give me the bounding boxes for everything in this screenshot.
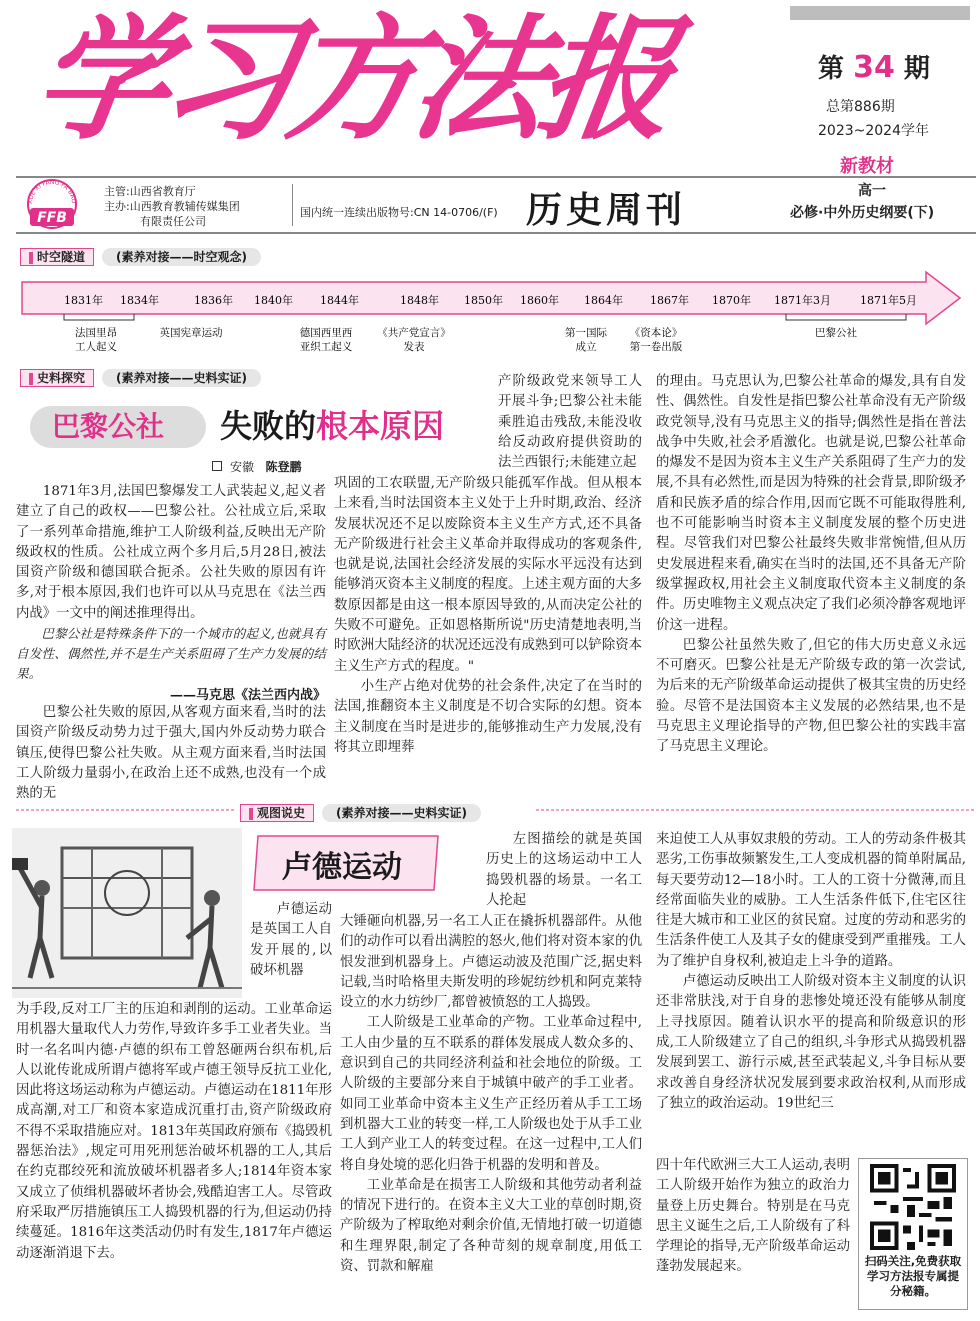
timeline-year: 1871年5月 — [860, 294, 917, 307]
timeline-year: 1848年 — [400, 294, 439, 307]
logo-mark: FFB — [37, 210, 67, 226]
section2-divider — [16, 796, 976, 824]
paragraph: 巴黎公社虽然失败了,但它的伟大历史意义永远不可磨灭。巴黎公社是无产阶级专政的第一次尝试,为后来的无产阶级革命运动提供了极其宝贵的历史经验。尽管不是法国资本主义发展的必然结果,也不是马克思主义理论指导的产物,但巴黎公社的实践丰富了马克思主义理论。 — [656, 637, 966, 755]
section2-wrap-text — [250, 900, 332, 981]
newspaper-logo — [20, 178, 84, 234]
section1-col3 — [656, 372, 966, 758]
grade-label: 高一 — [858, 183, 886, 199]
svg-text:XUE XI FANG FA BAO: XUE XI FANG FA BAO — [26, 178, 78, 205]
paragraph: 1871年3月,法国巴黎爆发工人武装起义,起义者建立了自己的政权——巴黎公社。公社成立后,采取了一系列革命措施,维护工人阶级利益,反映出无产阶级政权的性质。公社成立两个多月后,5月28日,被法国资产阶级和德国联合扼杀。公社失败的原因有许多,对于根本原因,我们也许可以从马克思在《法兰西内战》一文中的阐述推理得出。 — [16, 484, 326, 621]
luddite-title: 卢德运动 — [282, 850, 402, 885]
top-grey-bar — [790, 6, 970, 20]
section2-col2 — [340, 912, 642, 1277]
author-name: 陈登鹏 — [265, 460, 302, 474]
title-highlight: 根本原因 — [316, 407, 445, 445]
section2-col3 — [656, 830, 966, 1114]
timeline-event: 英国宪章运动 — [159, 327, 223, 339]
new-textbook-label: 新教材 — [840, 156, 894, 177]
timeline-event: 发表 — [403, 341, 425, 353]
quote: 巴黎公社是特殊条件下的一个城市的起义,也就具有自发性、偶然性,并不是生产关系阻碍了生产力发展的结果。 — [16, 626, 326, 682]
timeline-year: 1864年 — [584, 294, 623, 307]
timeline-year: 1870年 — [712, 294, 751, 307]
section-label: 观图说史 — [240, 804, 314, 822]
timeline-bracket — [786, 314, 906, 320]
paragraph: 小生产占绝对优势的社会条件,决定了在当时的法国,推翻资本主义制度是不切合实际的幻想。资本主义制度在当时是进步的,能够推动生产力发展,没有将其立即埋葬 — [334, 678, 642, 755]
paragraph: 卢德运动是英国工人自发开展的,以破坏机器 — [250, 902, 332, 978]
weekly-title: 历史周刊 — [526, 190, 687, 231]
author-place: 安徽 — [230, 460, 255, 474]
section2-col1 — [16, 1000, 332, 1264]
section-tag: (素养对接——史料实证) — [102, 369, 261, 387]
sponsor-line: 主办:山西教育教辅传媒集团 — [104, 200, 240, 213]
section1-col1 — [16, 482, 326, 805]
timeline-event: 《共产党宣言》 — [377, 327, 451, 339]
section1-col2-top — [498, 372, 642, 473]
timeline-year: 1860年 — [520, 294, 559, 307]
timeline-event: 法国里昂 — [75, 327, 117, 339]
timeline-year: 1831年 — [64, 294, 103, 307]
timeline-event: 《资本论》 — [629, 327, 683, 339]
section2-col2-top — [486, 830, 642, 911]
paragraph: 来迫使工人从事奴隶般的劳动。工人的劳动条件极其恶劣,工伤事故频繁发生,工人变成机器的简单附属品,每天要劳动12—18小时。工人的工资十分微薄,而且经常面临失业的威胁。工人生活条件低下,住宅区往往是大城市和工业区的贫民窟。过度的劳动和恶劣的生活条件使工人及其子女的健康受到严重摧残。工人为了维护自身权利,被迫走上斗争的道路。 — [656, 832, 966, 969]
issn-number: 国内统一连续出版物号:CN 14-0706/(F) — [300, 206, 498, 219]
section-tag: (素养对接——时空观念) — [102, 248, 261, 266]
issue-prefix: 第 — [818, 54, 845, 84]
luddite-engraving — [12, 828, 242, 998]
byline — [212, 458, 301, 475]
section2-header — [236, 803, 481, 823]
section1-header — [16, 368, 261, 388]
paragraph: 巴黎公社失败的原因,从客观方面来看,当时的法国资产阶级反动势力过于强大,国内外反动势力联合镇压,使得巴黎公社失败。从主观方面来看,当时法国工人阶级力量弱小,在政治上还不成熟,也没有一个成熟的无 — [16, 705, 326, 802]
section2-col3-bottom — [656, 1156, 850, 1278]
timeline-event: 成立 — [575, 341, 597, 353]
timeline-year: 1871年3月 — [774, 294, 831, 307]
issue-number — [818, 48, 930, 85]
paragraph: 巩固的工农联盟,无产阶级只能孤军作战。但从根本上来看,当时法国资本主义处于上升时期,政治、经济发展状况还不足以废除资本主义生产方式,还不具备无产阶级进行社会主义革命并取得成功的客观条件,也就是说,法国社会经济发展的实际水平远没有达到能够消灭资本主义制度的程度。上述主观方面的大多数原因都是由这一根本原因导致的,从而决定公社的失败不可避免。正如恩格斯所说"历史清楚地表明,当时欧洲大陆经济的状况还远没有成熟到可以铲除资本主义生产方式的程度。" — [334, 476, 642, 674]
paragraph: 产阶级政党来领导工人开展斗争;巴黎公社未能乘胜追击残敌,未能没收给反动政府提供资助的法兰西银行;未能建立起 — [498, 374, 642, 471]
timeline-event: 亚织工起义 — [299, 341, 353, 353]
timeline-year: 1850年 — [464, 294, 503, 307]
timeline-event: 工人起义 — [75, 341, 117, 353]
timeline-year: 1867年 — [650, 294, 689, 307]
paragraph: 的理由。马克思认为,巴黎公社革命的爆发,具有自发性、偶然性。自发性是指巴黎公社革命没有无产阶级政党领导,没有马克思主义的指导;偶然性是指在普法战争中失败,社会矛盾激化。也就是说,巴黎公社革命的爆发不是因为资本主义生产关系阻碍了生产力的发展,不具有必然性,而是因为特殊的社会背景,即阶级矛盾和民族矛盾的综合作用,因而它既不可能取得胜利,也不可能影响当时资本主义制度发展的整个历史进程。尽管我们对巴黎公社最终失败非常惋惜,但从历史发展进程来看,确实在当时的法国,还不具备无产阶级掌握政权,用社会主义制度取代资本主义制度的条件。历史唯物主义观点决定了我们必须冷静客观地评价这一进程。 — [656, 374, 966, 633]
issue-suffix: 期 — [903, 54, 930, 84]
timeline-event: 德国西里西 — [299, 327, 353, 339]
school-year: 2023~2024学年 — [818, 123, 929, 139]
paragraph: 工业革命是在损害工人阶级和其他劳动者利益的情况下进行的。在资本主义大工业的草创时期,资产阶级为了榨取绝对剩余价值,无情地打破一切道德和生理界限,制定了各种苛刻的规章制度,用低工资、罚款和解雇 — [340, 1177, 642, 1275]
timeline-chart — [16, 262, 966, 380]
paragraph: 大锤砸向机器,另一名工人正在撬拆机器部件。从他们的动作可以看出满腔的怒火,他们将对资本家的仇恨发泄到机器身上。卢德运动波及范围广泛,据史料记载,当时哈格里夫斯发明的珍妮纺纱机和阿克莱特设立的水力纺纱厂,都曾被愤怒的工人捣毁。 — [340, 914, 642, 1011]
timeline-year: 1840年 — [254, 294, 293, 307]
timeline-bracket — [64, 314, 134, 320]
timeline-year: 1844年 — [320, 294, 359, 307]
timeline-event: 巴黎公社 — [815, 327, 857, 339]
sponsor-info — [104, 184, 240, 229]
qr-caption: 扫码关注,免费获取学习方法报专属提分秘籍。 — [864, 1254, 962, 1298]
paragraph: 左图描绘的就是英国历史上的这场运动中工人捣毁机器的场景。一名工人抡起 — [486, 832, 642, 908]
total-issue: 总第886期 — [826, 99, 895, 115]
title-part: 失败的 — [220, 407, 317, 445]
timeline-event: 第一国际 — [565, 327, 607, 339]
article-title-b — [220, 402, 444, 450]
article-title-a: 巴黎公社 — [52, 410, 165, 443]
paragraph: 四十年代欧洲三大工人运动,表明工人阶级开始作为独立的政治力量登上历史舞台。特别是在马克思主义诞生之后,工人阶级有了科学理论的指导,无产阶级革命运动蓬勃发展起来。 — [656, 1158, 850, 1275]
paragraph: 为手段,反对工厂主的压迫和剥削的运动。工业革命运用机器大量取代人力劳作,导致许多手工业者失业。当时一名名叫内德·卢德的织布工曾怒砸两台织布机,后人以讹传讹成所谓卢德将军或卢德王领导反抗工业化,因此将这场运动称为卢德运动。卢德运动在1811年形成高潮,对工厂和资本家造成沉重打击,资产阶级政府不得不采取措施应对。1813年英国政府颁布《捣毁机器惩治法》,规定可用死刑惩治破坏机器的工人,其后在约克郡绞死和流放破坏机器者多人;1814年资本家又成立了侦缉机器破坏者协会,残酷迫害工人。尽管政府采取严厉措施镇压工人捣毁机器的行为,但运动仍持续蔓延。1816年这类活动仍时有发生,1817年卢德运动逐渐消退下去。 — [16, 1002, 332, 1261]
section-label: 史料探究 — [20, 369, 94, 387]
section-tag: (素养对接——史料实证) — [322, 804, 481, 822]
section-label: 时空隧道 — [20, 248, 94, 266]
sponsor-line: 有限责任公司 — [140, 215, 206, 228]
section1-col2 — [334, 474, 642, 758]
info-divider — [292, 184, 293, 226]
timeline-event: 第一卷出版 — [629, 341, 683, 353]
paragraph: 卢德运动反映出工人阶级对资本主义制度的认识还非常肤浅,对于自身的悲惨处境还没有能够从制度上寻找原因。随着认识水平的提高和阶级意识的形成,工人阶级建立了自己的组织,斗争形式从捣毁机器发展到罢工、游行示威,甚至武装起义,斗争目标从要求改善自身经济状况发展到要求政治权利,从而形成了独立的政治运动。19世纪三 — [656, 974, 966, 1111]
timeline-year: 1834年 — [120, 294, 159, 307]
timeline-year: 1836年 — [194, 294, 233, 307]
paragraph: 工人阶级是工业革命的产物。工业革命过程中,工人由少量的互不联系的群体发展成人数众多的、意识到自己的共同经济利益和社会地位的阶级。工人阶级的主要部分来自于城镇中破产的手工业者。如同工业革命中资本主义生产正经历着从手工工场到机器大工业的转变一样,工人阶级也处于从手工业工人到产业工人的转变过程。在这一过程中,工人们将自身处境的恶化归咎于机器的发明和普及。 — [340, 1015, 642, 1173]
quote-source: ——马克思《法兰西内战》 — [169, 688, 326, 704]
sponsor-line: 主管:山西省教育厅 — [104, 185, 196, 198]
issue-value: 34 — [853, 50, 895, 85]
qr-code[interactable] — [870, 1164, 956, 1250]
course-label: 必修·中外历史纲要(下) — [790, 205, 935, 221]
masthead-title: 学习方法报 — [25, 2, 677, 158]
